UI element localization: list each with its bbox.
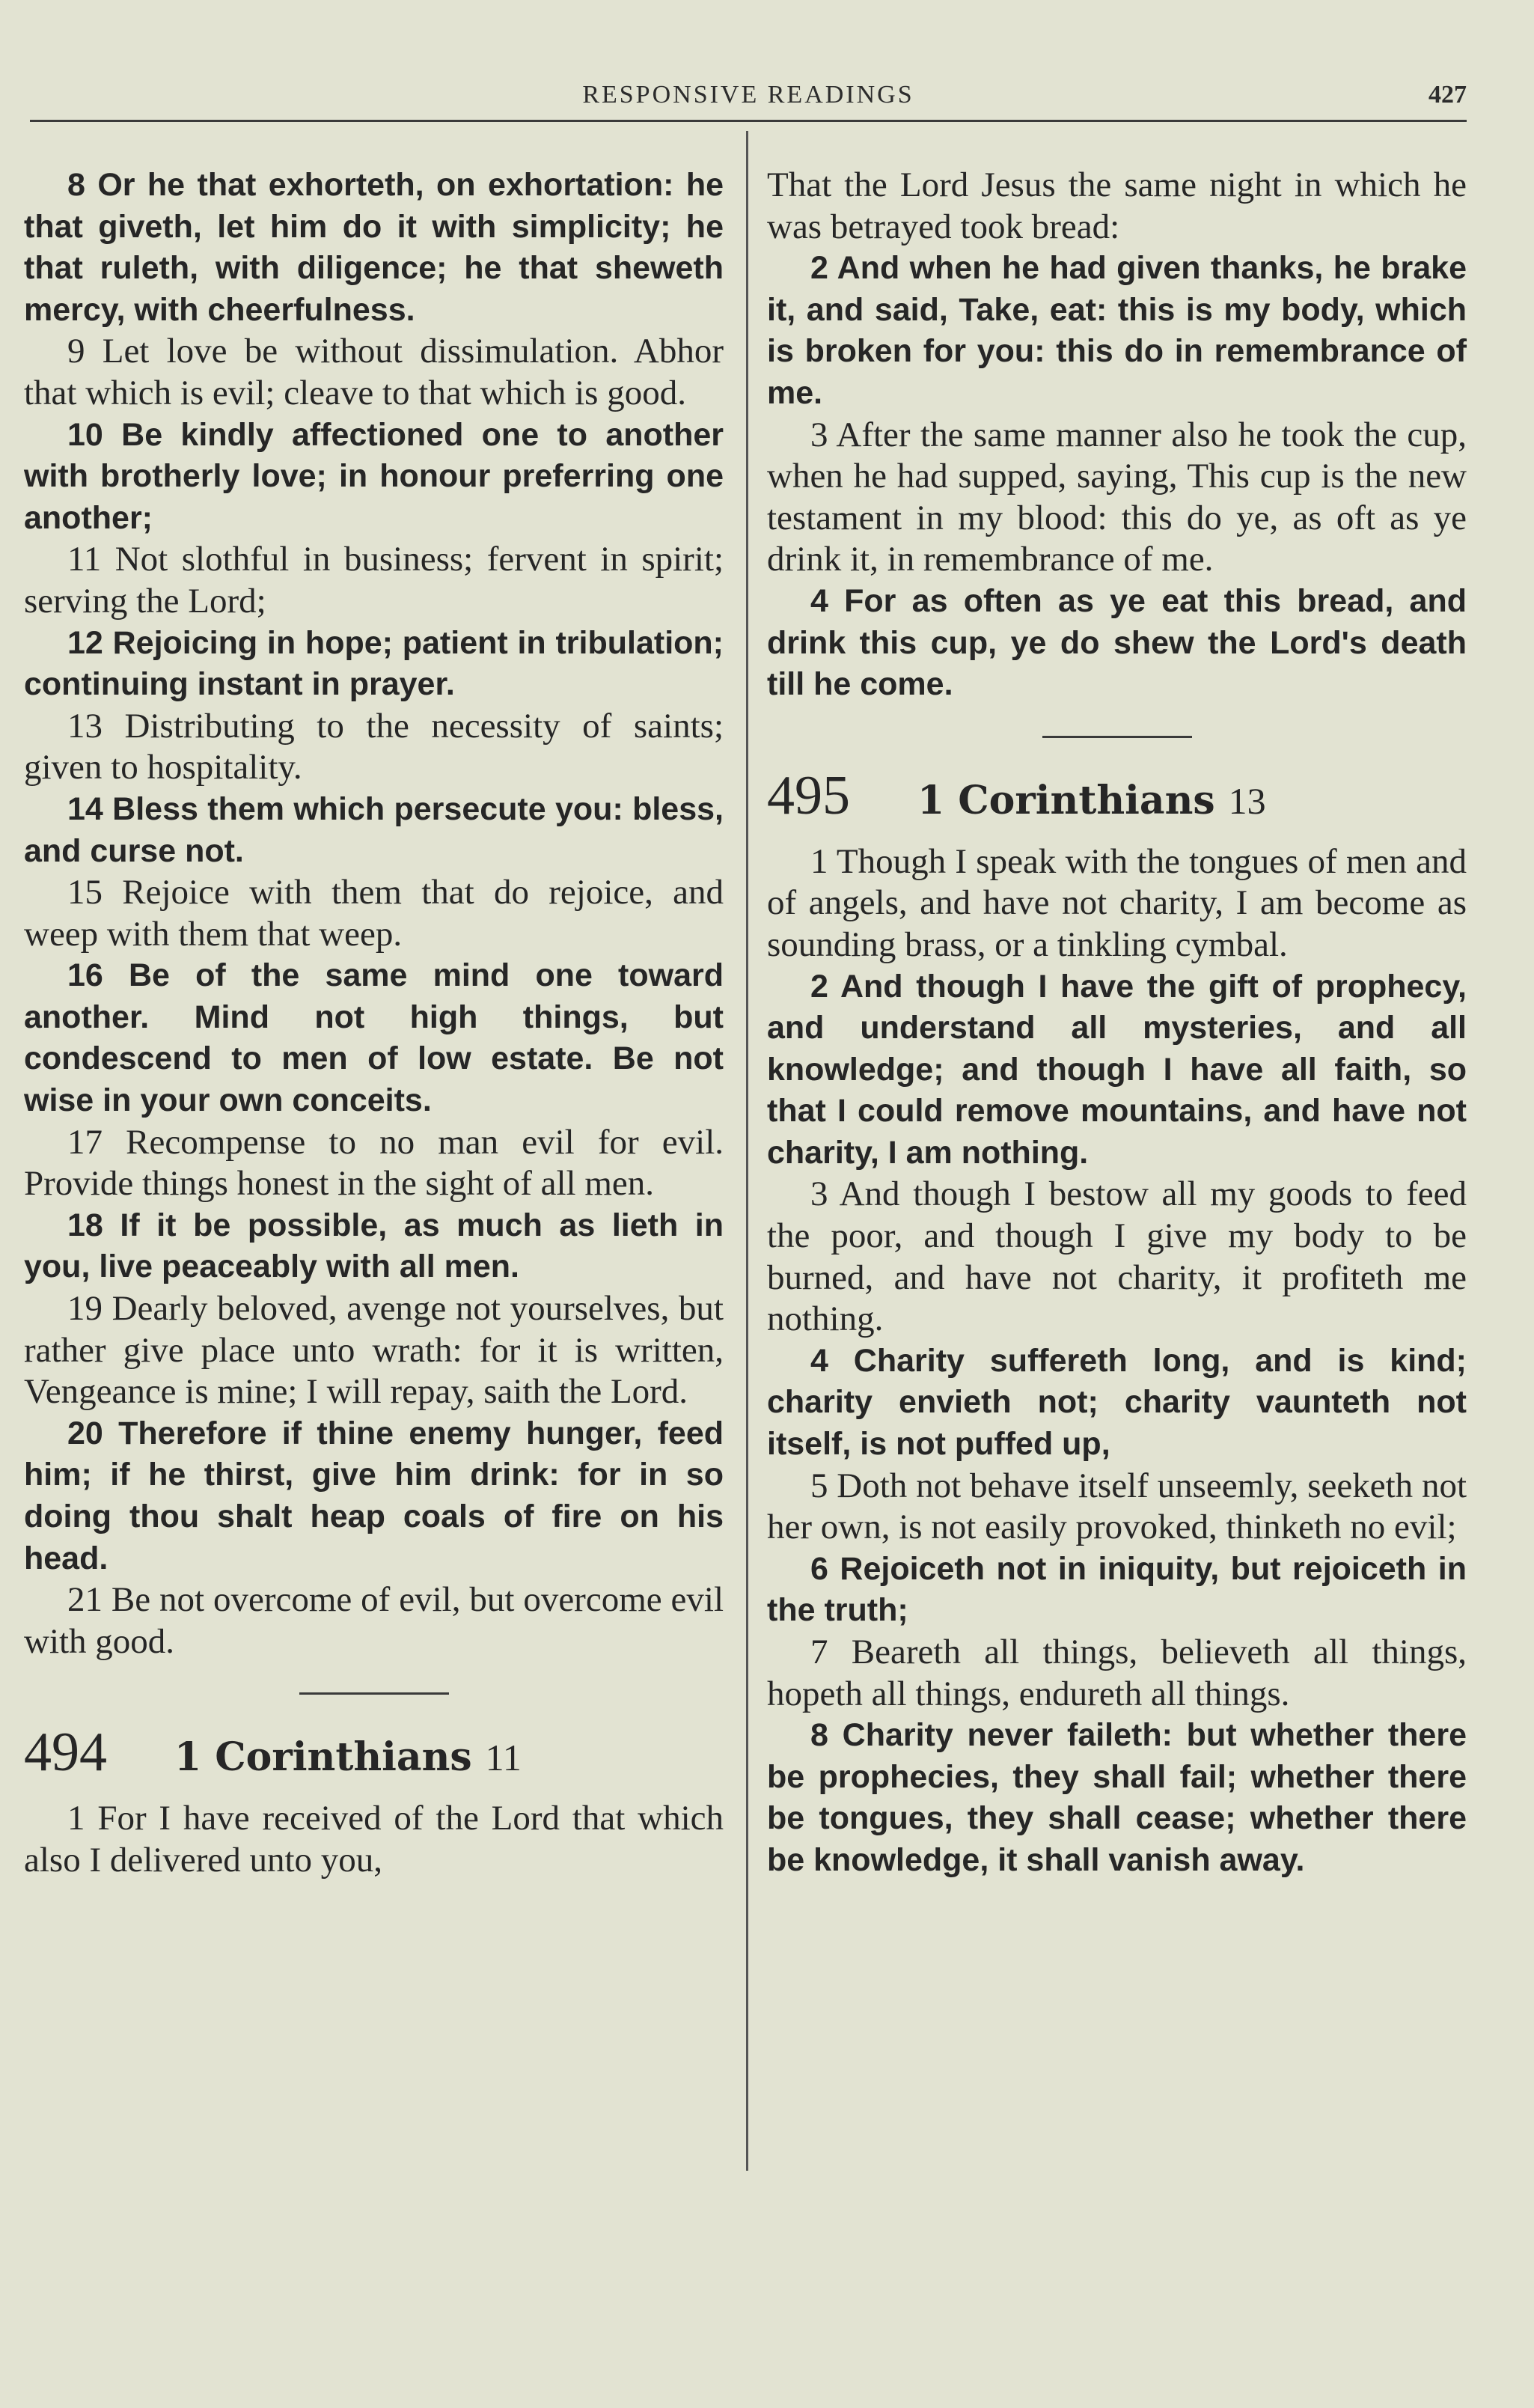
- verse-4: 4 Charity suffereth long, and is kind; charity envieth not; charity vaunteth not itself, is not puffed up,: [767, 1342, 1467, 1463]
- verse-20: 20 Therefore if thine enemy hunger, feed him; if he thirst, give him drink: for in so doing thou shalt heap coals of fire on his head.: [24, 1415, 724, 1576]
- verse-2: 2 And when he had given thanks, he brake it, and said, Take, eat: this is my body, which is broken for you: this do in remembrance of me.: [767, 250, 1467, 411]
- left-column: [24, 165, 724, 1882]
- verse-1: 1 Though I speak with the tongues of men and of angels, and have not charity, I am become as sounding brass, or a tinkling cymbal.: [767, 841, 1467, 964]
- reading-chapter: 11: [485, 1737, 522, 1779]
- verse-3: 3 After the same manner also he took the cup, when he had supped, saying, This cup is the new testament in my blood: this do ye, as oft as ye drink it, in remembrance of me.: [767, 415, 1467, 579]
- verse-15: 15 Rejoice with them that do rejoice, and weep with them that weep.: [24, 873, 724, 954]
- verse-8: 8 Charity never faileth: but whether there be prophecies, they shall fail; whether there be tongues, they shall cease; whether there be knowledge, it shall vanish away.: [767, 1717, 1467, 1878]
- verse-19: 19 Dearly beloved, avenge not yourselves, but rather give place unto wrath: for it is written, Vengeance is mine; I will repay, saith the Lord.: [24, 1289, 724, 1412]
- reading-number: 495: [767, 764, 850, 826]
- verse-21: 21 Be not overcome of evil, but overcome evil with good.: [24, 1580, 724, 1661]
- verse-12: 12 Rejoicing in hope; patient in tribulation; continuing instant in prayer.: [24, 624, 724, 703]
- verse-3: 3 And though I bestow all my goods to feed the poor, and though I give my body to be burned, and have not charity, it profiteth me nothing.: [767, 1174, 1467, 1339]
- column-divider: [746, 131, 748, 2171]
- verse-11: 11 Not slothful in business; fervent in spirit; serving the Lord;: [24, 540, 724, 621]
- reading-book: 1 Corinthians: [917, 777, 1215, 823]
- verse-5: 5 Doth not behave itself unseemly, seeketh not her own, is not easily provoked, thinketh no evil;: [767, 1466, 1467, 1547]
- page-header: [30, 75, 1467, 120]
- reading-chapter: 13: [1228, 779, 1266, 822]
- verse-2: 2 And though I have the gift of prophecy, and understand all mysteries, and all knowledge; and though I have all faith, so that I could remove mountains, and have not charity, I am nothing.: [767, 968, 1467, 1171]
- page-number: 427: [1428, 81, 1467, 109]
- verse-16: 16 Be of the same mind one toward another. Mind not high things, but condescend to men of low estate. Be not wise in your own conceits.: [24, 957, 724, 1119]
- reading-book: 1 Corinthians: [174, 1734, 472, 1781]
- verse-6: 6 Rejoiceth not in iniquity, but rejoiceth in the truth;: [767, 1550, 1467, 1629]
- reading-heading-494: [24, 1722, 724, 1784]
- section-separator: [1042, 736, 1192, 738]
- verse-9: 9 Let love be without dissimulation. Abhor that which is evil; cleave to that which is good.: [24, 332, 724, 412]
- verse-13: 13 Distributing to the necessity of saints; given to hospitality.: [24, 706, 724, 787]
- header-rule: [30, 120, 1467, 122]
- verse-18: 18 If it be possible, as much as lieth in you, live peaceably with all men.: [24, 1207, 724, 1285]
- verse-7: 7 Beareth all things, believeth all things, hopeth all things, endureth all things.: [767, 1633, 1467, 1713]
- right-column: [767, 165, 1467, 1882]
- section-separator: [299, 1692, 449, 1695]
- verse-4: 4 For as often as ye eat this bread, and drink this cup, ye do shew the Lord's death till he come.: [767, 582, 1467, 703]
- verse-8: 8 Or he that exhorteth, on exhortation: he that giveth, let him do it with simplicity; he that ruleth, with diligence; he that sheweth mercy, with cheerfulness.: [24, 167, 724, 328]
- verse-1: 1 For I have received of the Lord that which also I delivered unto you,: [24, 1799, 724, 1880]
- verse-14: 14 Bless them which persecute you: bless, and curse not.: [24, 790, 724, 869]
- verse-10: 10 Be kindly affectioned one to another with brotherly love; in honour preferring one another;: [24, 416, 724, 536]
- running-title: RESPONSIVE READINGS: [582, 81, 914, 109]
- verse-17: 17 Recompense to no man evil for evil. Provide things honest in the sight of all men.: [24, 1122, 724, 1204]
- reading-heading-495: [767, 764, 1467, 828]
- verse-continuation: That the Lord Jesus the same night in which he was betrayed took bread:: [767, 165, 1467, 246]
- reading-number: 494: [24, 1722, 107, 1784]
